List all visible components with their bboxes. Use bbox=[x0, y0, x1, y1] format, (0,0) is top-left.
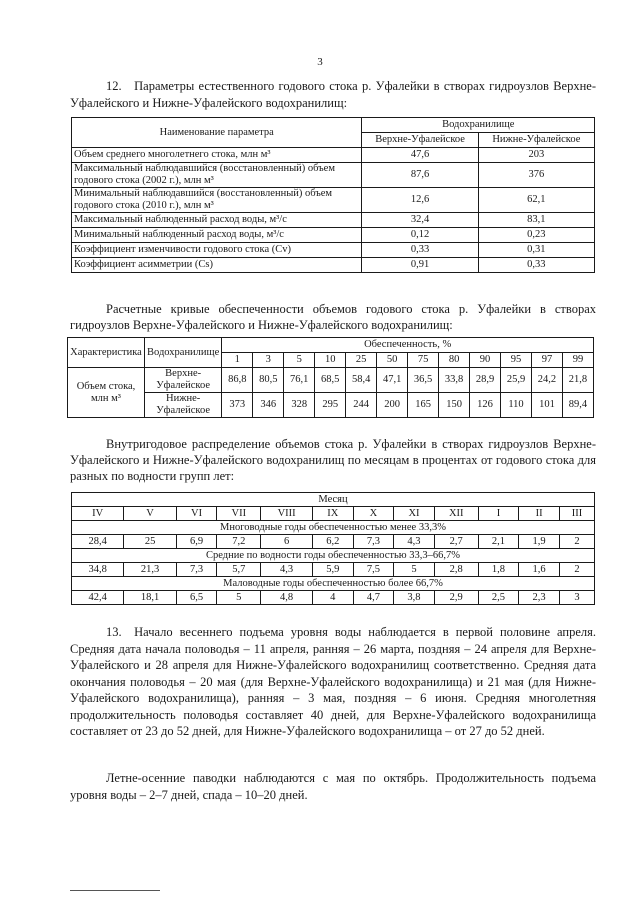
percent-value: 3 bbox=[559, 591, 594, 605]
volume-value: 295 bbox=[315, 393, 346, 418]
param-lower-value: 0,31 bbox=[478, 243, 594, 258]
table-row bbox=[72, 258, 595, 273]
section-13-paragraph: 13. Начало весеннего подъема уровня воды наблюдается в первой половине апреля. Средняя дата начала половодья – 11 апреля, ранняя – 26 марта, поздняя – 24 апреля для Верхне-Уфалейского и 28 апреля для Нижне-Уфалейского водохранилищ соответственно. Средняя дата окончания половодья – 20 мая (для Верхне-Уфалейского водохранилища) и 21 мая (для Нижне-Уфалейского водохранилища), ранняя – 3 мая, поздняя – 6 июня. Средняя многолетняя продолжительность половодья составляет 40 дней, для Верхне-Уфалейского водохранилища составляет от 23 до 52 дней, для Нижне-Уфалейского водохранилища – от 27 до 52 дней. bbox=[70, 625, 596, 738]
probability-header: 3 bbox=[253, 353, 284, 368]
volume-value: 36,5 bbox=[408, 368, 439, 393]
volume-value: 110 bbox=[501, 393, 532, 418]
percent-value: 5,7 bbox=[217, 563, 261, 577]
group-row bbox=[72, 577, 595, 591]
monthly-table bbox=[71, 492, 595, 605]
volume-value: 33,8 bbox=[439, 368, 470, 393]
percent-value: 2 bbox=[559, 535, 594, 549]
volume-value: 89,4 bbox=[562, 393, 593, 418]
percent-value: 4,3 bbox=[394, 535, 435, 549]
param-name: Максимальный наблюденный расход воды, м³/с bbox=[72, 213, 362, 228]
percent-value: 4,8 bbox=[261, 591, 313, 605]
floods-paragraph: Летне-осенние паводки наблюдаются с мая по октябрь. Продолжительность подъема уровня воды – 2–7 дней, спада – 10–20 дней. bbox=[70, 771, 596, 802]
table-row bbox=[68, 368, 594, 393]
table-row bbox=[72, 535, 595, 549]
param-name: Коэффициент изменчивости годового стока (Cv) bbox=[72, 243, 362, 258]
month-header: X bbox=[353, 507, 394, 521]
probability-header: 99 bbox=[562, 353, 593, 368]
percent-value: 1,9 bbox=[519, 535, 560, 549]
month-header: IV bbox=[72, 507, 124, 521]
percent-value: 7,3 bbox=[353, 535, 394, 549]
volume-value: 25,9 bbox=[501, 368, 532, 393]
month-header: I bbox=[478, 507, 519, 521]
header-reservoir: Водохранилище bbox=[362, 118, 595, 133]
percent-value: 2,3 bbox=[519, 591, 560, 605]
volume-value: 101 bbox=[531, 393, 562, 418]
percent-value: 2,5 bbox=[478, 591, 519, 605]
percent-value: 2,9 bbox=[434, 591, 478, 605]
percent-value: 3,8 bbox=[394, 591, 435, 605]
volume-value: 86,8 bbox=[222, 368, 253, 393]
param-upper-value: 32,4 bbox=[362, 213, 478, 228]
table-row bbox=[72, 228, 595, 243]
param-name: Объем среднего многолетнего стока, млн м³ bbox=[72, 148, 362, 163]
header-reservoir-2: Водохранилище bbox=[145, 338, 222, 368]
page-number: 3 bbox=[317, 56, 323, 68]
param-name: Минимальный наблюденный расход воды, м³/с bbox=[72, 228, 362, 243]
param-lower-value: 83,1 bbox=[478, 213, 594, 228]
percent-value: 1,8 bbox=[478, 563, 519, 577]
probability-header: 10 bbox=[315, 353, 346, 368]
section-12-heading: 12. Параметры естественного годового стока р. Уфалейки в створах гидроузлов Верхне-Уфалейского и Нижне-Уфалейского водохранилищ: bbox=[70, 79, 596, 110]
param-upper-value: 0,33 bbox=[362, 243, 478, 258]
month-header: IX bbox=[312, 507, 353, 521]
volume-value: 244 bbox=[346, 393, 377, 418]
param-lower-value: 62,1 bbox=[478, 188, 594, 213]
table-row bbox=[72, 563, 595, 577]
table-row bbox=[68, 393, 594, 418]
volume-value: 28,9 bbox=[470, 368, 501, 393]
percent-value: 34,8 bbox=[72, 563, 124, 577]
table-row bbox=[72, 213, 595, 228]
footer-rule bbox=[70, 890, 160, 891]
probability-header: 75 bbox=[408, 353, 439, 368]
percent-value: 2,7 bbox=[434, 535, 478, 549]
percent-value: 6 bbox=[261, 535, 313, 549]
table-row bbox=[72, 188, 595, 213]
probability-header: 80 bbox=[439, 353, 470, 368]
probability-header: 5 bbox=[284, 353, 315, 368]
header-upper: Верхне-Уфалейское bbox=[362, 133, 478, 148]
table-row bbox=[72, 591, 595, 605]
group-label: Многоводные годы обеспеченностью менее 33,3% bbox=[72, 521, 595, 535]
volume-value: 165 bbox=[408, 393, 439, 418]
param-lower-value: 0,33 bbox=[478, 258, 594, 273]
probability-header: 1 bbox=[222, 353, 253, 368]
percent-value: 5 bbox=[394, 563, 435, 577]
caption-monthly: Внутригодовое распределение объемов стока р. Уфалейки в створах гидроузлов Верхне-Уфалейского и Нижне-Уфалейского водохранилищ по месяцам в процентах от годового стока для разных по водности групп лет: bbox=[70, 437, 596, 483]
volume-value: 373 bbox=[222, 393, 253, 418]
volume-value: 80,5 bbox=[253, 368, 284, 393]
month-header: VII bbox=[217, 507, 261, 521]
percent-value: 6,2 bbox=[312, 535, 353, 549]
percent-value: 21,3 bbox=[124, 563, 176, 577]
header-param-name: Наименование параметра bbox=[72, 118, 362, 148]
percent-value: 6,9 bbox=[176, 535, 217, 549]
param-lower-value: 376 bbox=[478, 163, 594, 188]
table-row bbox=[72, 243, 595, 258]
percent-value: 2,8 bbox=[434, 563, 478, 577]
param-upper-value: 0,91 bbox=[362, 258, 478, 273]
percent-value: 42,4 bbox=[72, 591, 124, 605]
volume-value: 47,1 bbox=[377, 368, 408, 393]
month-header: II bbox=[519, 507, 560, 521]
param-upper-value: 0,12 bbox=[362, 228, 478, 243]
group-row bbox=[72, 549, 595, 563]
param-lower-value: 0,23 bbox=[478, 228, 594, 243]
percent-value: 6,5 bbox=[176, 591, 217, 605]
probability-header: 90 bbox=[470, 353, 501, 368]
param-lower-value: 203 bbox=[478, 148, 594, 163]
probability-header: 97 bbox=[531, 353, 562, 368]
volume-value: 76,1 bbox=[284, 368, 315, 393]
probability-header: 25 bbox=[346, 353, 377, 368]
percent-value: 5,9 bbox=[312, 563, 353, 577]
table-row bbox=[72, 148, 595, 163]
percent-value: 4 bbox=[312, 591, 353, 605]
group-label: Средние по водности годы обеспеченностью 33,3–66,7% bbox=[72, 549, 595, 563]
percent-value: 5 bbox=[217, 591, 261, 605]
probability-table bbox=[67, 337, 594, 418]
header-probability: Обеспеченность, % bbox=[222, 338, 594, 353]
month-header: VI bbox=[176, 507, 217, 521]
percent-value: 7,2 bbox=[217, 535, 261, 549]
volume-value: 200 bbox=[377, 393, 408, 418]
param-name: Минимальный наблюдавшийся (восстановленный) объем годового стока (2010 г.), млн м³ bbox=[72, 188, 362, 213]
volume-value: 126 bbox=[470, 393, 501, 418]
percent-value: 28,4 bbox=[72, 535, 124, 549]
month-header: V bbox=[124, 507, 176, 521]
probability-header: 95 bbox=[501, 353, 532, 368]
volume-value: 58,4 bbox=[346, 368, 377, 393]
percent-value: 18,1 bbox=[124, 591, 176, 605]
percent-value: 2 bbox=[559, 563, 594, 577]
volume-value: 24,2 bbox=[531, 368, 562, 393]
param-name: Коэффициент асимметрии (Cs) bbox=[72, 258, 362, 273]
percent-value: 25 bbox=[124, 535, 176, 549]
group-row bbox=[72, 521, 595, 535]
param-upper-value: 47,6 bbox=[362, 148, 478, 163]
percent-value: 1,6 bbox=[519, 563, 560, 577]
caption-probability: Расчетные кривые обеспеченности объемов годового стока р. Уфалейки в створах гидроузлов Верхне-Уфалейского и Нижне-Уфалейского водохранилищ: bbox=[70, 302, 596, 332]
volume-value: 68,5 bbox=[315, 368, 346, 393]
month-header: XII bbox=[434, 507, 478, 521]
percent-value: 2,1 bbox=[478, 535, 519, 549]
probability-header: 50 bbox=[377, 353, 408, 368]
header-lower: Нижне-Уфалейское bbox=[478, 133, 594, 148]
reservoir-label: Верхне-Уфалейское bbox=[145, 368, 222, 393]
param-name: Максимальный наблюдавшийся (восстановленный) объем годового стока (2002 г.), млн м³ bbox=[72, 163, 362, 188]
month-header: III bbox=[559, 507, 594, 521]
month-header: XI bbox=[394, 507, 435, 521]
month-header: VIII bbox=[261, 507, 313, 521]
volume-value: 328 bbox=[284, 393, 315, 418]
percent-value: 7,3 bbox=[176, 563, 217, 577]
characteristic-label: Объем стока, млн м³ bbox=[68, 368, 145, 418]
percent-value: 4,3 bbox=[261, 563, 313, 577]
reservoir-label: Нижне-Уфалейское bbox=[145, 393, 222, 418]
table-row bbox=[72, 163, 595, 188]
header-characteristic: Характеристика bbox=[68, 338, 145, 368]
volume-value: 150 bbox=[439, 393, 470, 418]
volume-value: 346 bbox=[253, 393, 284, 418]
percent-value: 4,7 bbox=[353, 591, 394, 605]
param-upper-value: 12,6 bbox=[362, 188, 478, 213]
group-label: Маловодные годы обеспеченностью более 66,7% bbox=[72, 577, 595, 591]
parameters-table bbox=[71, 117, 595, 273]
percent-value: 7,5 bbox=[353, 563, 394, 577]
header-month: Месяц bbox=[72, 493, 595, 507]
param-upper-value: 87,6 bbox=[362, 163, 478, 188]
volume-value: 21,8 bbox=[562, 368, 593, 393]
